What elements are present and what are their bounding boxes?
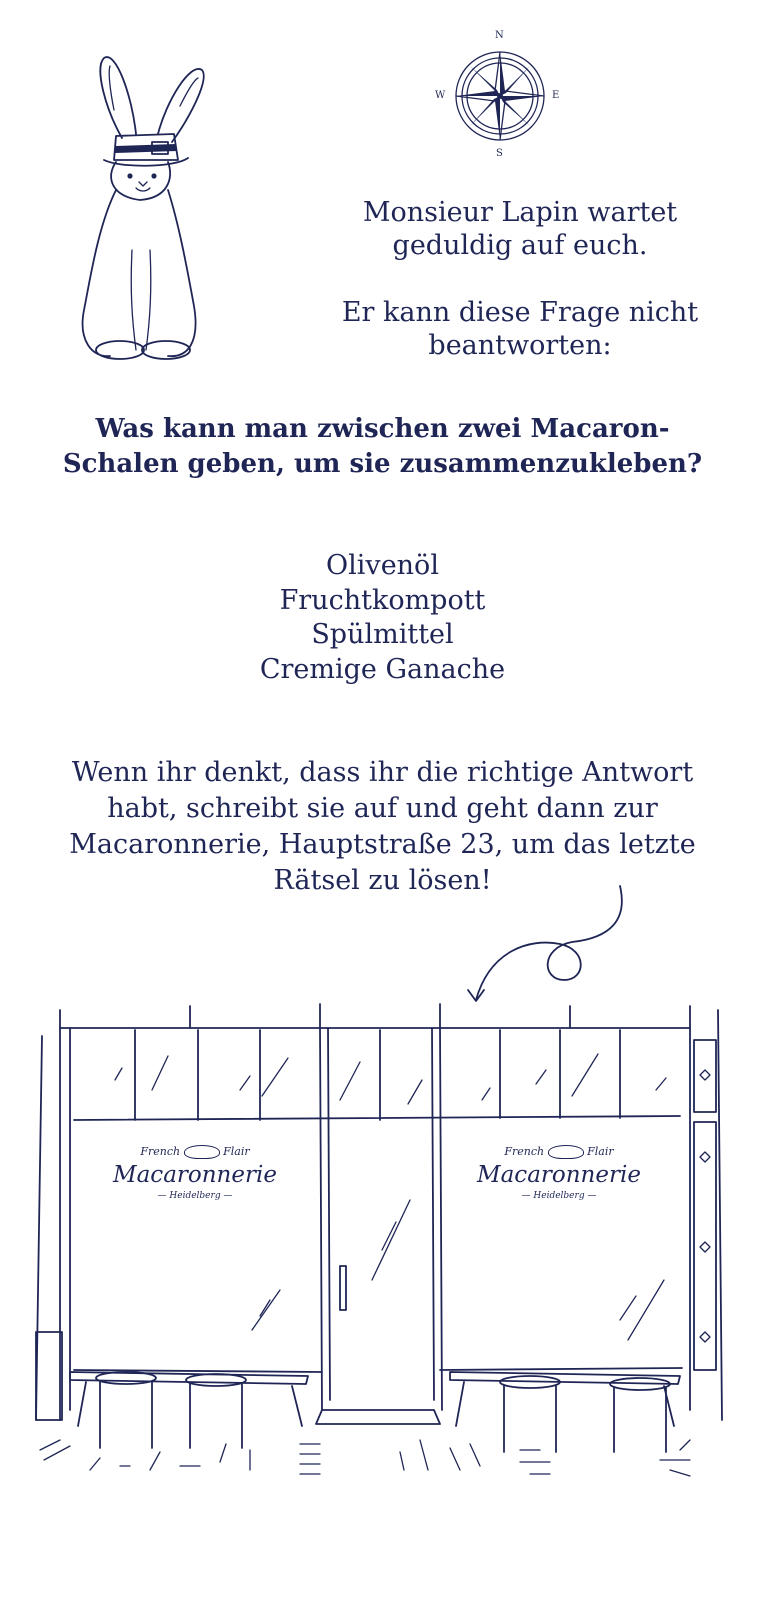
shop-sign-tagline-right: Flair — [587, 1145, 614, 1158]
shop-sign-name: Macaronnerie — [113, 1162, 277, 1188]
curly-arrow-icon — [460, 880, 640, 1010]
compass-west-label: W — [435, 90, 446, 101]
instructions-text: Wenn ihr denkt, dass ihr die richtige Antwort habt, schreibt sie auf und geht dann zur Macaronnerie, Hauptstraße 23, um das letzte Rätsel zu lösen! — [69, 757, 696, 896]
answer-options — [60, 549, 705, 687]
hat-icon — [548, 1145, 584, 1159]
shop-sign-city: Heidelberg — [169, 1191, 221, 1201]
intro-text — [300, 196, 740, 396]
shop-sign-left: French Flair Macaronnerie — Heidelberg — — [100, 1145, 290, 1201]
macaronnerie-shopfront-illustration — [30, 1000, 750, 1500]
hat-icon — [184, 1145, 220, 1159]
shop-sign-tagline-right: Flair — [223, 1145, 250, 1158]
compass-rose-icon — [450, 46, 550, 146]
answer-option: Spülmittel — [311, 619, 454, 650]
compass-illustration — [430, 30, 570, 165]
shop-sign-city: Heidelberg — [533, 1191, 585, 1201]
shop-sign-right: French Flair Macaronnerie — Heidelberg — — [464, 1145, 654, 1201]
riddle-question: Was kann man zwischen zwei Macaron-Schalen geben, um sie zusammenzukleben? — [62, 414, 703, 479]
intro-line-waiting: Monsieur Lapin wartet geduldig auf euch. — [362, 197, 678, 261]
answer-option: Cremige Ganache — [259, 653, 506, 685]
rabbit-illustration — [70, 50, 220, 370]
answer-option: Olivenöl — [326, 550, 439, 581]
compass-north-label: N — [495, 30, 504, 41]
shop-sign-tagline-left: French — [140, 1145, 181, 1158]
answer-option: Fruchtkompott — [279, 584, 486, 616]
shop-sign-tagline-left: French — [504, 1145, 545, 1158]
compass-east-label: E — [552, 90, 560, 101]
compass-south-label: S — [496, 148, 503, 159]
intro-line-question-lead: Er kann diese Frage nicht beantworten: — [341, 297, 699, 361]
shop-sign-name: Macaronnerie — [477, 1162, 641, 1188]
